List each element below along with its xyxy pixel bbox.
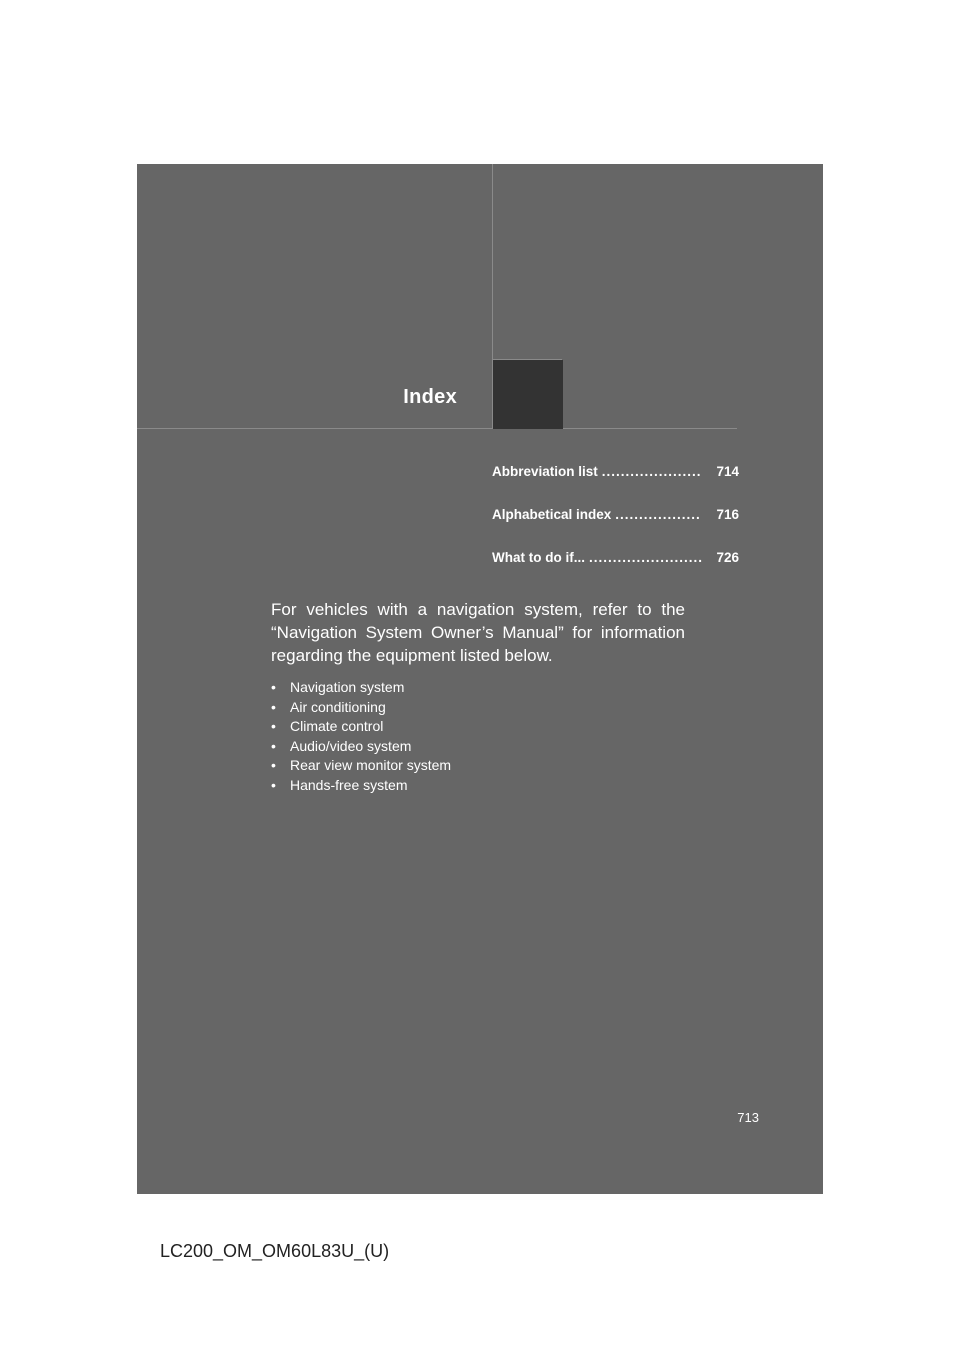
bullet-icon: • bbox=[271, 776, 276, 793]
list-item bbox=[271, 678, 451, 698]
toc-item-abbreviation-list[interactable] bbox=[492, 464, 739, 507]
list-item-label: Rear view monitor system bbox=[290, 757, 452, 773]
toc-leader-dots: ..................... bbox=[601, 464, 702, 479]
section-title: Index bbox=[403, 386, 457, 408]
bullet-icon: • bbox=[271, 718, 276, 734]
toc-item-what-to-do-if[interactable] bbox=[492, 550, 739, 593]
list-item-label: Climate control bbox=[290, 718, 384, 734]
horizontal-divider bbox=[137, 428, 737, 429]
bullet-icon: • bbox=[271, 737, 276, 754]
intro-paragraph: For vehicles with a navigation system, refer to the “Navigation System Owner’s Manual” for information regarding the equipment listed below. bbox=[271, 600, 685, 665]
toc-item-label: Abbreviation list bbox=[492, 464, 598, 479]
toc-item-alphabetical-index[interactable] bbox=[492, 507, 739, 550]
equipment-list bbox=[271, 678, 451, 795]
toc-item-page: 716 bbox=[716, 507, 739, 522]
list-item bbox=[271, 776, 451, 796]
toc-item-label: Alphabetical index bbox=[492, 507, 612, 522]
table-of-contents bbox=[492, 464, 739, 593]
bullet-icon: • bbox=[271, 679, 276, 695]
toc-leader-dots: ........................ bbox=[588, 550, 704, 565]
bullet-icon: • bbox=[271, 698, 276, 715]
toc-item-page: 726 bbox=[716, 550, 739, 565]
list-item-label: Navigation system bbox=[290, 679, 405, 695]
list-item-label: Audio/video system bbox=[290, 737, 412, 754]
list-item-label: Hands-free system bbox=[290, 776, 408, 793]
bullet-icon: • bbox=[271, 757, 276, 773]
page-panel bbox=[137, 164, 823, 1194]
list-item bbox=[271, 756, 451, 776]
page-number: 713 bbox=[737, 1110, 759, 1125]
list-item bbox=[271, 737, 451, 757]
toc-leader-dots: .................. bbox=[615, 507, 701, 522]
toc-item-page: 714 bbox=[716, 464, 739, 479]
section-tab-marker bbox=[493, 360, 563, 429]
list-item-label: Air conditioning bbox=[290, 698, 386, 715]
toc-item-label: What to do if... bbox=[492, 550, 585, 565]
document-code: LC200_OM_OM60L83U_(U) bbox=[160, 1241, 390, 1261]
list-item bbox=[271, 698, 451, 718]
list-item bbox=[271, 717, 451, 737]
